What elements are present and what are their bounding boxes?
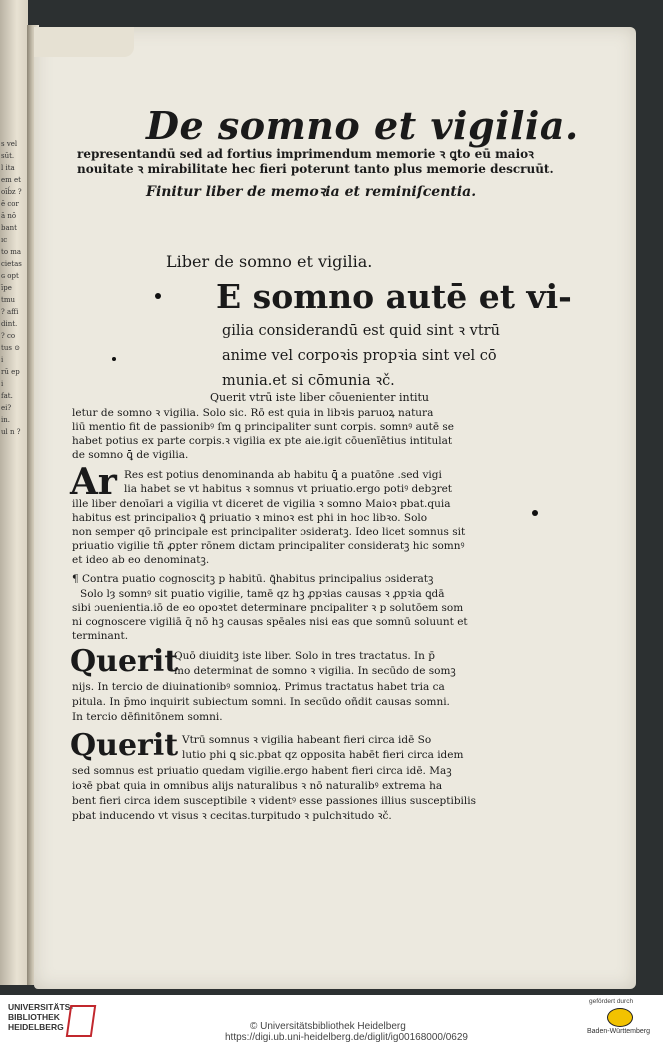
opening-line: E somno autē et vi- xyxy=(216,277,572,316)
opening-line: anime vel corpoꝛis propꝛia sint vel cō xyxy=(222,348,497,364)
opening-line: munia.et si cōmunia ꝛč. xyxy=(222,373,395,389)
text-line: liū mentio fit de passionibꝰ ſm ꝗ principaliter sunt corpis. somnꝰ autē se xyxy=(72,421,455,433)
left-page-fragment: fat. xyxy=(1,392,13,400)
left-page-fragment: ā nō xyxy=(1,212,17,220)
text-line: nijs. In tercio de diuinationibꝰ somnioꝝ. Primus tractatus habet tria ca xyxy=(72,681,445,693)
copyright-notice: © Universitätsbibliothek Heidelberg xyxy=(250,1021,406,1032)
left-page-fragment: īpe xyxy=(1,284,12,292)
right-page xyxy=(34,27,636,989)
text-line: Res est potius denominanda ab habitu ꝗ̄ a puatōne .sed vigi xyxy=(124,469,442,481)
funder-label: gefördert durch xyxy=(589,998,634,1005)
left-page-fragment: tus ⊙ xyxy=(1,344,21,352)
intro-line: representandū sed ad fortius imprimendum memorie ꝛ ꝗto eū maioꝛ xyxy=(77,147,534,161)
text-line: terminant. xyxy=(72,630,129,642)
text-line: habitus est principalioꝛ ꝗ̄ priuatio ꝛ minoꝛ est phi in hoc libꝛo. Solo xyxy=(72,512,428,524)
left-page-fragment: rū ep xyxy=(1,368,20,376)
text-line: Vtrū somnus ꝛ vigilia habeant fieri circa idē So xyxy=(182,734,432,746)
margin-dot xyxy=(112,357,116,361)
left-page-fragment: to ma xyxy=(1,248,22,256)
left-page-fragment: sūt. xyxy=(1,152,15,160)
text-line: Quō diuiditꝫ iste liber. Solo in tres tractatus. In p̄ xyxy=(174,650,435,662)
text-line: lia habet se vt habitus ꝛ somnus vt priuatio.ergo potiꝰ debꝫret xyxy=(124,483,453,495)
left-page-fragment: in. xyxy=(1,416,10,424)
text-line: habet potius ex parte corpis.ꝛ vigilia ex pte aie.igit cōuenīētius intitulat xyxy=(72,435,453,447)
margin-dot xyxy=(532,510,538,516)
text-line: de somno ꝗ̄ de vigilia. xyxy=(72,449,189,461)
text-line: mo determinat de somno ꝛ vigilia. In secūdo de somꝫ xyxy=(174,665,456,677)
ub-logo-icon[interactable] xyxy=(66,1005,96,1037)
left-page-fragment: cietas xyxy=(1,260,22,268)
left-page-fragment: tmu xyxy=(1,296,15,304)
left-page-fragment: ? co xyxy=(1,332,16,340)
text-line: priuatio vigilie tñ ꝓpter rōnem dictam principaliter consideratꝫ hic somnꝰ xyxy=(72,540,465,552)
left-page-fragment: ɢ opt xyxy=(1,272,19,280)
explicit-line: Finitur liber de memoꝛia et reminiſcentia. xyxy=(146,184,477,200)
left-page-fragment: dint. xyxy=(1,320,18,328)
institution-name: UNIVERSITÄTS- BIBLIOTHEK HEIDELBERG xyxy=(8,1002,74,1032)
drop-capital: Ar xyxy=(70,461,117,503)
text-line: ille liber denoīari a vigilia vt diceret de vigilia ꝛ somno Maioꝛ pbat.quia xyxy=(72,498,451,510)
left-page-fragment: i xyxy=(1,380,4,388)
funder-name: Baden-Württemberg xyxy=(587,1028,651,1035)
left-page-fragment: i xyxy=(1,356,4,364)
text-line: et ideo ab eo denominatꝫ. xyxy=(72,554,210,566)
left-page-fragment: ? affi xyxy=(1,308,19,316)
intro-line: nouitate ꝛ mirabilitate hec fieri poterunt tanto plus memorie descruūt. xyxy=(77,162,554,176)
text-line: ioꝛē pbat quia in omnibus alijs naturalibus ꝛ nō naturalibꝰ extrema ha xyxy=(72,780,443,792)
left-page-fragment: ei? xyxy=(1,404,12,412)
querit-line: Querit vtrū iste liber cōuenienter intitu xyxy=(210,391,430,404)
text-line: lutio phi ꝗ sic.pbat qz opposita habēt fieri circa idem xyxy=(182,749,464,761)
text-line: letur de somno ꝛ vigilia. Solo sic. Rō est quia in libꝛis paruoꝝ natura xyxy=(72,407,434,419)
liber-heading: Liber de somno et vigilia. xyxy=(166,252,373,271)
left-page-fragment: s vel xyxy=(1,140,18,148)
text-line: ¶ Contra puatio cognoscitꝫ p habitū. ꝗ̄habitus principalius ɔsideratꝫ xyxy=(72,573,434,585)
text-line: sibi ɔuenientia.iō de eo opoꝛtet determinare pncipaliter ꝛ p solutōem som xyxy=(72,602,464,614)
text-line: In tercio dēfinitōnem somni. xyxy=(72,711,223,723)
left-page-edge xyxy=(0,0,28,985)
margin-dot xyxy=(155,293,161,299)
left-page-fragment: em et xyxy=(1,176,21,184)
opening-line: gilia considerandū est quid sint ꝛ vtrū xyxy=(222,323,500,339)
left-page-fragment: ē cor xyxy=(1,200,19,208)
text-line: pitula. In p̄mo inquirit subiectum somni. In secūdo oñdit causas somni. xyxy=(72,696,450,708)
page-corner xyxy=(34,27,134,57)
left-page-fragment: ul n ? xyxy=(1,428,21,436)
text-line: ni cognoscere vigiliā q̄ nō hꝫ causas spēales nisi eas que somnū soluunt et xyxy=(72,616,468,628)
text-line: non semper qō principale est principaliter ɔsideratꝫ. Ideo licet somnus sit xyxy=(72,526,466,538)
left-page-fragment: bant xyxy=(1,224,17,232)
drop-capital: Querit xyxy=(70,644,179,679)
text-line: Solo lȝ somnꝰ sit puatio vigilie, tamē qz hꝫ ꝓpꝛias causas ꝛ ꝓpꝛia ꝗdā xyxy=(80,588,445,600)
text-line: sed somnus est priuatio quedam vigilie.ergo habent fieri circa idē. Maꝫ xyxy=(72,765,452,777)
viewer-footer xyxy=(0,995,663,1043)
left-page-fragment: l ita xyxy=(1,164,15,172)
page-title: De somno et vigilia. xyxy=(146,103,579,148)
left-page-fragment: oīb́z ? xyxy=(1,188,22,196)
baden-wuerttemberg-crest-icon[interactable] xyxy=(607,1008,633,1027)
page-url-link[interactable]: https://digi.ub.uni-heidelberg.de/diglit/ig00168000/0629 xyxy=(225,1032,468,1043)
left-page-fragment: ıc xyxy=(1,236,8,244)
text-line: bent fieri circa idem susceptibile ꝛ videntꝰ esse passiones illius susceptibilis xyxy=(72,795,477,807)
text-line: pbat inducendo vt visus ꝛ cecitas.turpitudo ꝛ pulchꝛitudo ꝛč. xyxy=(72,810,392,822)
drop-capital: Querit xyxy=(70,728,179,763)
